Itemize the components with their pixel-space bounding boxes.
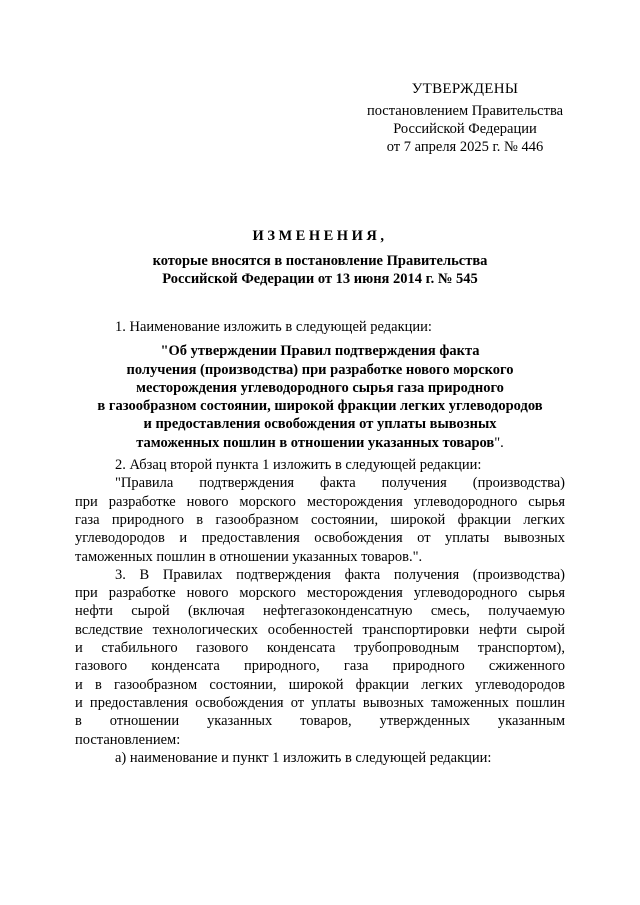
text-line: при разработке нового морского месторождения углеводородного сырья [75,585,565,602]
text-line: в отношении указанных товаров, утвержденных указанным [75,713,565,730]
text-line: 3. В Правилах подтверждения факта получения (производства) [115,566,565,583]
quote-line: месторождения углеводородного сырья газа природного [136,379,504,396]
item-2-text [75,474,565,565]
document-subtitle [75,252,565,288]
subtitle-line: которые вносятся в постановление Правительства [152,253,488,269]
text-line: "Правила подтверждения факта получения (производства) [115,475,565,492]
quote-line-last [75,434,565,452]
text-line: при разработке нового морского месторождения углеводородного сырья [75,493,565,510]
item-2-intro: 2. Абзац второй пункта 1 изложить в следующей редакции: [115,457,482,474]
item-3a: а) наименование и пункт 1 изложить в следующей редакции: [115,749,492,766]
quote-line: в газообразном состоянии, широкой фракции легких углеводородов [97,398,543,415]
approval-line: Российской Федерации [393,121,537,137]
text-line: углеводородов и предоставления освобождения от уплаты вывозных [75,530,565,547]
text-line: и предоставления освобождения от уплаты вывозных таможенных пошлин [75,694,565,711]
quote-text: таможенных пошлин в отношении указанных товаров [136,434,495,451]
text-line: и стабильного газового конденсата трубопроводным транспортом), [75,640,565,657]
item-1-quote [75,342,565,452]
subtitle-line: Российской Федерации от 13 июня 2014 г. № 545 [162,271,478,287]
quote-line: и предоставления освобождения от уплаты вывозных [143,416,497,433]
text-line: таможенных пошлин в отношении указанных товаров.". [75,548,423,565]
text-line: постановлением: [75,731,181,748]
text-line: и в газообразном состоянии, широкой фракции легких углеводородов [75,676,565,693]
text-line: газового конденсата природного, газа природного сжиженного [75,658,565,675]
text-line: нефти сырой (включая нефтегазоконденсатную смесь, получаемую [75,603,565,620]
quote-line: "Об утверждении Правил подтверждения факта [160,343,480,360]
item-1-intro: 1. Наименование изложить в следующей редакции: [115,319,432,335]
item-3-text [75,566,565,749]
document-body [75,318,565,767]
text-line: вследствие технологических особенностей транспортировки нефти сырой [75,621,565,638]
approval-heading: УТВЕРЖДЕНЫ [411,81,519,97]
approval-line: от 7 апреля 2025 г. № 446 [386,139,544,155]
text-line: газа природного в газообразном состоянии, широкой фракции легких [75,511,565,528]
document-title: ИЗМЕНЕНИЯ, [252,228,388,244]
quote-close: ". [494,434,504,451]
quote-line: получения (производства) при разработке нового морского [126,361,514,378]
approval-line: постановлением Правительства [366,103,564,119]
approval-block [340,80,590,156]
